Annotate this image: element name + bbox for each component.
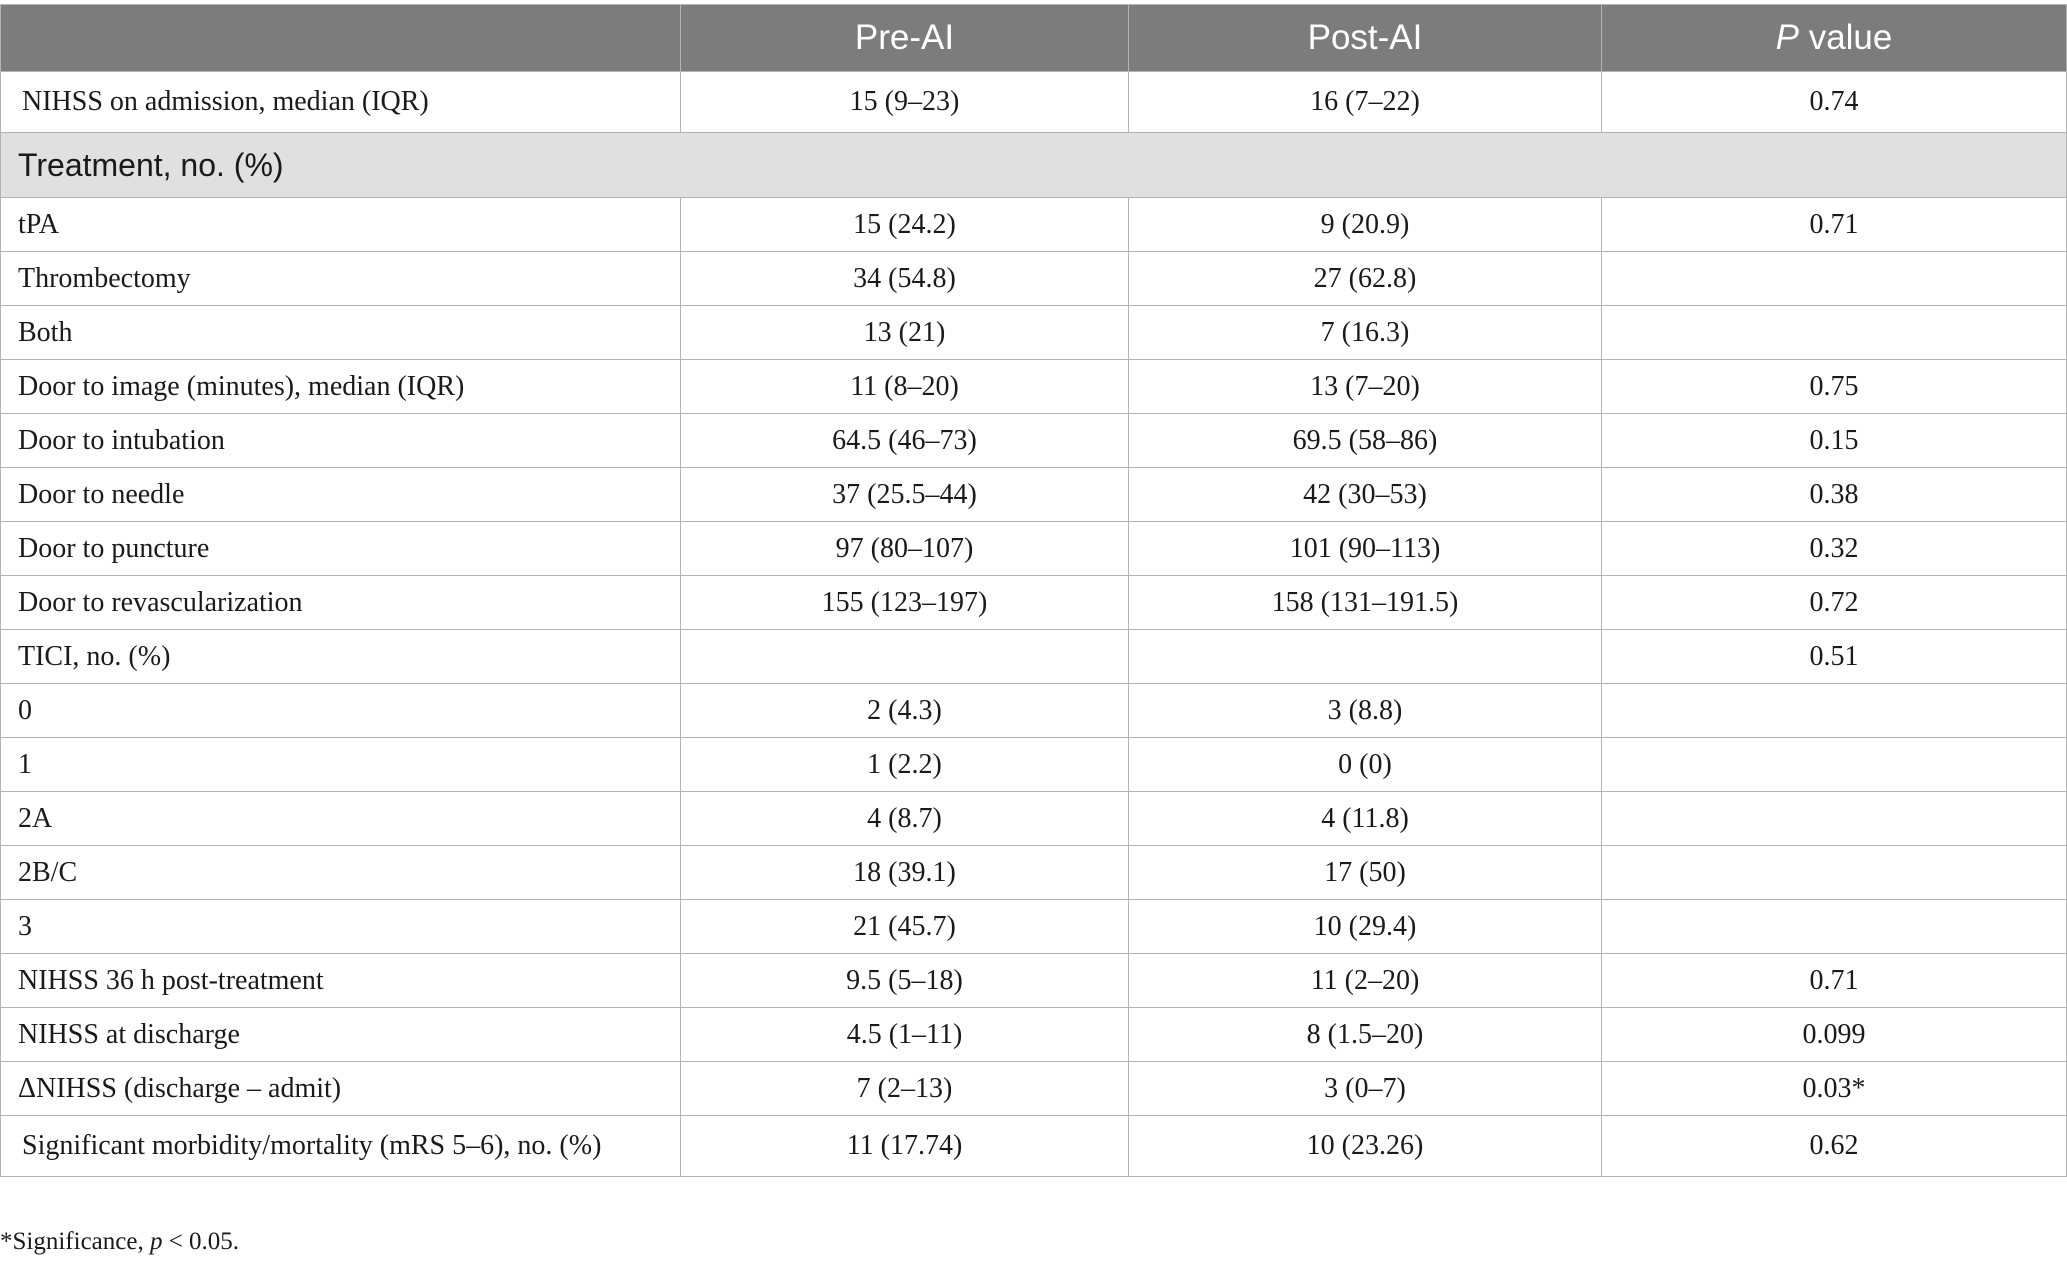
post-ai-value: 101 (90–113) bbox=[1129, 522, 1602, 576]
footnote-suffix: < 0.05. bbox=[162, 1228, 240, 1255]
footnote-prefix: *Significance, bbox=[0, 1228, 150, 1255]
row-label: 3 bbox=[1, 900, 681, 954]
post-ai-value: 69.5 (58–86) bbox=[1129, 414, 1602, 468]
row-label: 2A bbox=[1, 792, 681, 846]
header-p-italic: P bbox=[1775, 18, 1799, 57]
p-value bbox=[1602, 684, 2067, 738]
p-value: 0.75 bbox=[1602, 360, 2067, 414]
header-variable bbox=[1, 5, 681, 72]
row-label: Thrombectomy bbox=[1, 252, 681, 306]
p-value: 0.71 bbox=[1602, 198, 2067, 252]
post-ai-value: 10 (29.4) bbox=[1129, 900, 1602, 954]
post-ai-value: 27 (62.8) bbox=[1129, 252, 1602, 306]
header-pre-ai: Pre-AI bbox=[681, 5, 1129, 72]
section-row bbox=[1, 133, 2067, 198]
p-value: 0.71 bbox=[1602, 954, 2067, 1008]
row-label: 1 bbox=[1, 738, 681, 792]
post-ai-value: 3 (8.8) bbox=[1129, 684, 1602, 738]
pre-ai-value: 15 (9–23) bbox=[681, 72, 1129, 133]
pre-ai-value: 15 (24.2) bbox=[681, 198, 1129, 252]
p-value bbox=[1602, 792, 2067, 846]
table-row bbox=[1, 954, 2067, 1008]
p-value: 0.099 bbox=[1602, 1008, 2067, 1062]
pre-ai-value: 64.5 (46–73) bbox=[681, 414, 1129, 468]
post-ai-value: 13 (7–20) bbox=[1129, 360, 1602, 414]
pre-ai-value: 21 (45.7) bbox=[681, 900, 1129, 954]
table-row bbox=[1, 306, 2067, 360]
p-value: 0.15 bbox=[1602, 414, 2067, 468]
table-row bbox=[1, 630, 2067, 684]
post-ai-value: 3 (0–7) bbox=[1129, 1062, 1602, 1116]
header-post-ai: Post-AI bbox=[1129, 5, 1602, 72]
row-label: 0 bbox=[1, 684, 681, 738]
post-ai-value: 10 (23.26) bbox=[1129, 1116, 1602, 1177]
pre-ai-value: 97 (80–107) bbox=[681, 522, 1129, 576]
p-value bbox=[1602, 846, 2067, 900]
post-ai-value bbox=[1129, 630, 1602, 684]
p-value bbox=[1602, 252, 2067, 306]
row-label: NIHSS at discharge bbox=[1, 1008, 681, 1062]
footnote-italic: p bbox=[149, 1228, 163, 1255]
p-value: 0.72 bbox=[1602, 576, 2067, 630]
row-label: NIHSS 36 h post-treatment bbox=[1, 954, 681, 1008]
table-row bbox=[1, 684, 2067, 738]
footnote bbox=[0, 1228, 239, 1256]
table-row bbox=[1, 72, 2067, 133]
row-label: TICI, no. (%) bbox=[1, 630, 681, 684]
pre-ai-value: 37 (25.5–44) bbox=[681, 468, 1129, 522]
section-label: Treatment, no. (%) bbox=[1, 133, 2067, 198]
row-label: ΔNIHSS (discharge – admit) bbox=[1, 1062, 681, 1116]
pre-ai-value: 2 (4.3) bbox=[681, 684, 1129, 738]
row-label: NIHSS on admission, median (IQR) bbox=[1, 72, 681, 133]
row-label: Door to image (minutes), median (IQR) bbox=[1, 360, 681, 414]
header-p-value bbox=[1602, 5, 2067, 72]
p-value: 0.03* bbox=[1602, 1062, 2067, 1116]
post-ai-value: 158 (131–191.5) bbox=[1129, 576, 1602, 630]
post-ai-value: 16 (7–22) bbox=[1129, 72, 1602, 133]
row-label: Door to needle bbox=[1, 468, 681, 522]
pre-ai-value: 155 (123–197) bbox=[681, 576, 1129, 630]
table-row bbox=[1, 252, 2067, 306]
table-row bbox=[1, 846, 2067, 900]
post-ai-value: 42 (30–53) bbox=[1129, 468, 1602, 522]
post-ai-value: 11 (2–20) bbox=[1129, 954, 1602, 1008]
post-ai-value: 7 (16.3) bbox=[1129, 306, 1602, 360]
post-ai-value: 17 (50) bbox=[1129, 846, 1602, 900]
results-table bbox=[0, 4, 2067, 1177]
table-row bbox=[1, 1062, 2067, 1116]
pre-ai-value: 18 (39.1) bbox=[681, 846, 1129, 900]
table-row bbox=[1, 576, 2067, 630]
p-value: 0.62 bbox=[1602, 1116, 2067, 1177]
pre-ai-value: 34 (54.8) bbox=[681, 252, 1129, 306]
row-label: Door to puncture bbox=[1, 522, 681, 576]
table-header-row bbox=[1, 5, 2067, 72]
pre-ai-value bbox=[681, 630, 1129, 684]
p-value: 0.74 bbox=[1602, 72, 2067, 133]
p-value bbox=[1602, 900, 2067, 954]
pre-ai-value: 1 (2.2) bbox=[681, 738, 1129, 792]
pre-ai-value: 4 (8.7) bbox=[681, 792, 1129, 846]
row-label: tPA bbox=[1, 198, 681, 252]
table-row bbox=[1, 1116, 2067, 1177]
table-row bbox=[1, 900, 2067, 954]
row-label: Door to revascularization bbox=[1, 576, 681, 630]
p-value bbox=[1602, 306, 2067, 360]
row-label: Door to intubation bbox=[1, 414, 681, 468]
row-label: 2B/C bbox=[1, 846, 681, 900]
pre-ai-value: 13 (21) bbox=[681, 306, 1129, 360]
pre-ai-value: 11 (8–20) bbox=[681, 360, 1129, 414]
post-ai-value: 8 (1.5–20) bbox=[1129, 1008, 1602, 1062]
p-value: 0.38 bbox=[1602, 468, 2067, 522]
post-ai-value: 9 (20.9) bbox=[1129, 198, 1602, 252]
p-value bbox=[1602, 738, 2067, 792]
table-row bbox=[1, 1008, 2067, 1062]
table-row bbox=[1, 522, 2067, 576]
pre-ai-value: 11 (17.74) bbox=[681, 1116, 1129, 1177]
p-value: 0.51 bbox=[1602, 630, 2067, 684]
post-ai-value: 0 (0) bbox=[1129, 738, 1602, 792]
table-row bbox=[1, 738, 2067, 792]
table-row bbox=[1, 198, 2067, 252]
row-label: Both bbox=[1, 306, 681, 360]
table-row bbox=[1, 414, 2067, 468]
pre-ai-value: 4.5 (1–11) bbox=[681, 1008, 1129, 1062]
table-row bbox=[1, 468, 2067, 522]
table-row bbox=[1, 792, 2067, 846]
header-p-rest: value bbox=[1798, 18, 1893, 57]
pre-ai-value: 9.5 (5–18) bbox=[681, 954, 1129, 1008]
p-value: 0.32 bbox=[1602, 522, 2067, 576]
post-ai-value: 4 (11.8) bbox=[1129, 792, 1602, 846]
pre-ai-value: 7 (2–13) bbox=[681, 1062, 1129, 1116]
table-row bbox=[1, 360, 2067, 414]
row-label: Significant morbidity/mortality (mRS 5–6), no. (%) bbox=[1, 1116, 681, 1177]
